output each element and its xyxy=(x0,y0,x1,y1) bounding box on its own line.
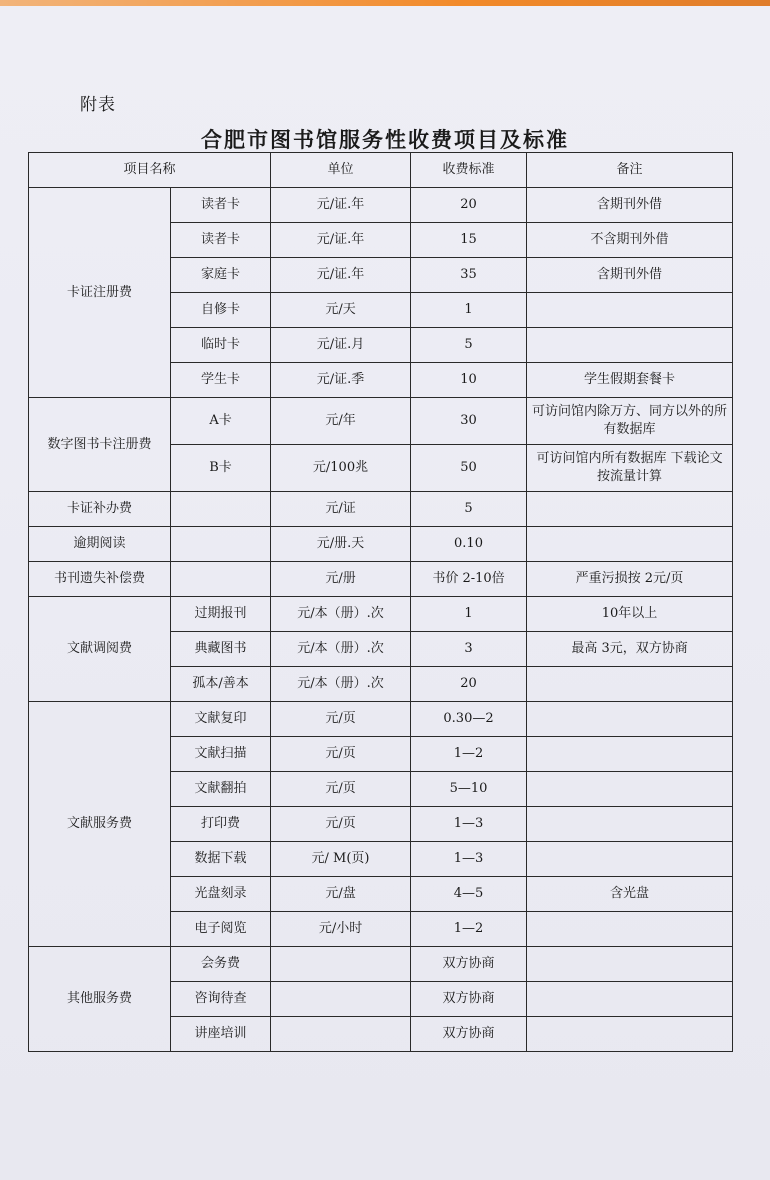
unit-cell: 元/ M(页) xyxy=(271,842,411,877)
item-cell: 电子阅览 xyxy=(171,912,271,947)
table-header-row xyxy=(29,153,733,188)
unit-cell: 元/证.年 xyxy=(271,223,411,258)
unit-cell: 元/年 xyxy=(271,398,411,445)
item-cell: 读者卡 xyxy=(171,188,271,223)
note-cell xyxy=(527,1017,733,1052)
unit-cell: 元/页 xyxy=(271,737,411,772)
fee-cell: 4—5 xyxy=(411,877,527,912)
fee-cell: 10 xyxy=(411,363,527,398)
fee-cell: 书价 2-10倍 xyxy=(411,562,527,597)
item-cell: 过期报刊 xyxy=(171,597,271,632)
note-cell: 含期刊外借 xyxy=(527,258,733,293)
category-cell: 卡证注册费 xyxy=(29,188,171,398)
item-cell: 会务费 xyxy=(171,947,271,982)
category-cell: 卡证补办费 xyxy=(29,492,171,527)
note-cell xyxy=(527,807,733,842)
unit-cell: 元/天 xyxy=(271,293,411,328)
item-cell: A卡 xyxy=(171,398,271,445)
item-cell: 孤本/善本 xyxy=(171,667,271,702)
note-cell xyxy=(527,293,733,328)
fee-cell: 15 xyxy=(411,223,527,258)
note-cell: 学生假期套餐卡 xyxy=(527,363,733,398)
note-cell xyxy=(527,527,733,562)
header-item-name: 项目名称 xyxy=(29,153,271,188)
fee-cell: 1—3 xyxy=(411,807,527,842)
unit-cell xyxy=(271,947,411,982)
unit-cell: 元/页 xyxy=(271,807,411,842)
item-cell: 文献翻拍 xyxy=(171,772,271,807)
note-cell xyxy=(527,772,733,807)
item-cell: B卡 xyxy=(171,445,271,492)
unit-cell: 元/100兆 xyxy=(271,445,411,492)
unit-cell: 元/页 xyxy=(271,702,411,737)
fee-cell: 5—10 xyxy=(411,772,527,807)
note-cell xyxy=(527,982,733,1017)
note-cell: 含光盘 xyxy=(527,877,733,912)
fee-cell: 1—2 xyxy=(411,912,527,947)
note-cell: 最高 3元，双方协商 xyxy=(527,632,733,667)
unit-cell: 元/本（册）.次 xyxy=(271,667,411,702)
fee-cell: 30 xyxy=(411,398,527,445)
category-cell: 文献服务费 xyxy=(29,702,171,947)
category-cell: 书刊遗失补偿费 xyxy=(29,562,171,597)
header-unit: 单位 xyxy=(271,153,411,188)
unit-cell: 元/盘 xyxy=(271,877,411,912)
fee-cell: 3 xyxy=(411,632,527,667)
note-cell xyxy=(527,947,733,982)
fee-cell: 1—2 xyxy=(411,737,527,772)
table-row xyxy=(29,947,733,982)
fee-cell: 20 xyxy=(411,188,527,223)
unit-cell: 元/证.年 xyxy=(271,258,411,293)
fee-cell: 5 xyxy=(411,328,527,363)
unit-cell xyxy=(271,982,411,1017)
note-cell xyxy=(527,667,733,702)
table-row xyxy=(29,702,733,737)
item-cell xyxy=(171,562,271,597)
header-note: 备注 xyxy=(527,153,733,188)
note-cell: 含期刊外借 xyxy=(527,188,733,223)
note-cell: 严重污损按 2元/页 xyxy=(527,562,733,597)
unit-cell: 元/页 xyxy=(271,772,411,807)
page-title: 合肥市图书馆服务性收费项目及标准 xyxy=(201,128,569,152)
unit-cell: 元/小时 xyxy=(271,912,411,947)
note-cell xyxy=(527,842,733,877)
note-cell xyxy=(527,492,733,527)
note-cell xyxy=(527,328,733,363)
appendix-label: 附表 xyxy=(80,95,116,115)
item-cell: 数据下载 xyxy=(171,842,271,877)
fee-cell: 双方协商 xyxy=(411,1017,527,1052)
table-row xyxy=(29,562,733,597)
unit-cell: 元/本（册）.次 xyxy=(271,632,411,667)
fee-cell: 1 xyxy=(411,597,527,632)
item-cell: 咨询待查 xyxy=(171,982,271,1017)
fee-cell: 20 xyxy=(411,667,527,702)
unit-cell: 元/证.季 xyxy=(271,363,411,398)
note-cell: 可访问馆内除万方、同方以外的所有数据库 xyxy=(527,398,733,445)
unit-cell: 元/证 xyxy=(271,492,411,527)
item-cell: 打印费 xyxy=(171,807,271,842)
note-cell xyxy=(527,912,733,947)
unit-cell: 元/证.月 xyxy=(271,328,411,363)
item-cell xyxy=(171,492,271,527)
fee-cell: 50 xyxy=(411,445,527,492)
note-cell: 10年以上 xyxy=(527,597,733,632)
unit-cell: 元/册 xyxy=(271,562,411,597)
note-cell xyxy=(527,702,733,737)
unit-cell xyxy=(271,1017,411,1052)
fee-table xyxy=(28,152,733,1052)
item-cell: 讲座培训 xyxy=(171,1017,271,1052)
table-row xyxy=(29,188,733,223)
unit-cell: 元/册.天 xyxy=(271,527,411,562)
item-cell: 典藏图书 xyxy=(171,632,271,667)
item-cell: 文献复印 xyxy=(171,702,271,737)
item-cell: 自修卡 xyxy=(171,293,271,328)
item-cell: 读者卡 xyxy=(171,223,271,258)
item-cell: 家庭卡 xyxy=(171,258,271,293)
note-cell: 不含期刊外借 xyxy=(527,223,733,258)
page-edge-strip xyxy=(0,0,770,6)
fee-cell: 1 xyxy=(411,293,527,328)
item-cell: 临时卡 xyxy=(171,328,271,363)
fee-cell: 5 xyxy=(411,492,527,527)
fee-cell: 0.30—2 xyxy=(411,702,527,737)
category-cell: 文献调阅费 xyxy=(29,597,171,702)
table-row xyxy=(29,597,733,632)
item-cell: 学生卡 xyxy=(171,363,271,398)
fee-cell: 1—3 xyxy=(411,842,527,877)
fee-cell: 35 xyxy=(411,258,527,293)
note-cell: 可访问馆内所有数据库 下载论文按流量计算 xyxy=(527,445,733,492)
fee-cell: 双方协商 xyxy=(411,947,527,982)
item-cell xyxy=(171,527,271,562)
note-cell xyxy=(527,737,733,772)
table-row xyxy=(29,398,733,445)
table-row xyxy=(29,527,733,562)
unit-cell: 元/本（册）.次 xyxy=(271,597,411,632)
fee-cell: 0.10 xyxy=(411,527,527,562)
item-cell: 光盘刻录 xyxy=(171,877,271,912)
category-cell: 逾期阅读 xyxy=(29,527,171,562)
category-cell: 数字图书卡注册费 xyxy=(29,398,171,492)
header-fee: 收费标准 xyxy=(411,153,527,188)
fee-cell: 双方协商 xyxy=(411,982,527,1017)
item-cell: 文献扫描 xyxy=(171,737,271,772)
category-cell: 其他服务费 xyxy=(29,947,171,1052)
table-row xyxy=(29,492,733,527)
unit-cell: 元/证.年 xyxy=(271,188,411,223)
